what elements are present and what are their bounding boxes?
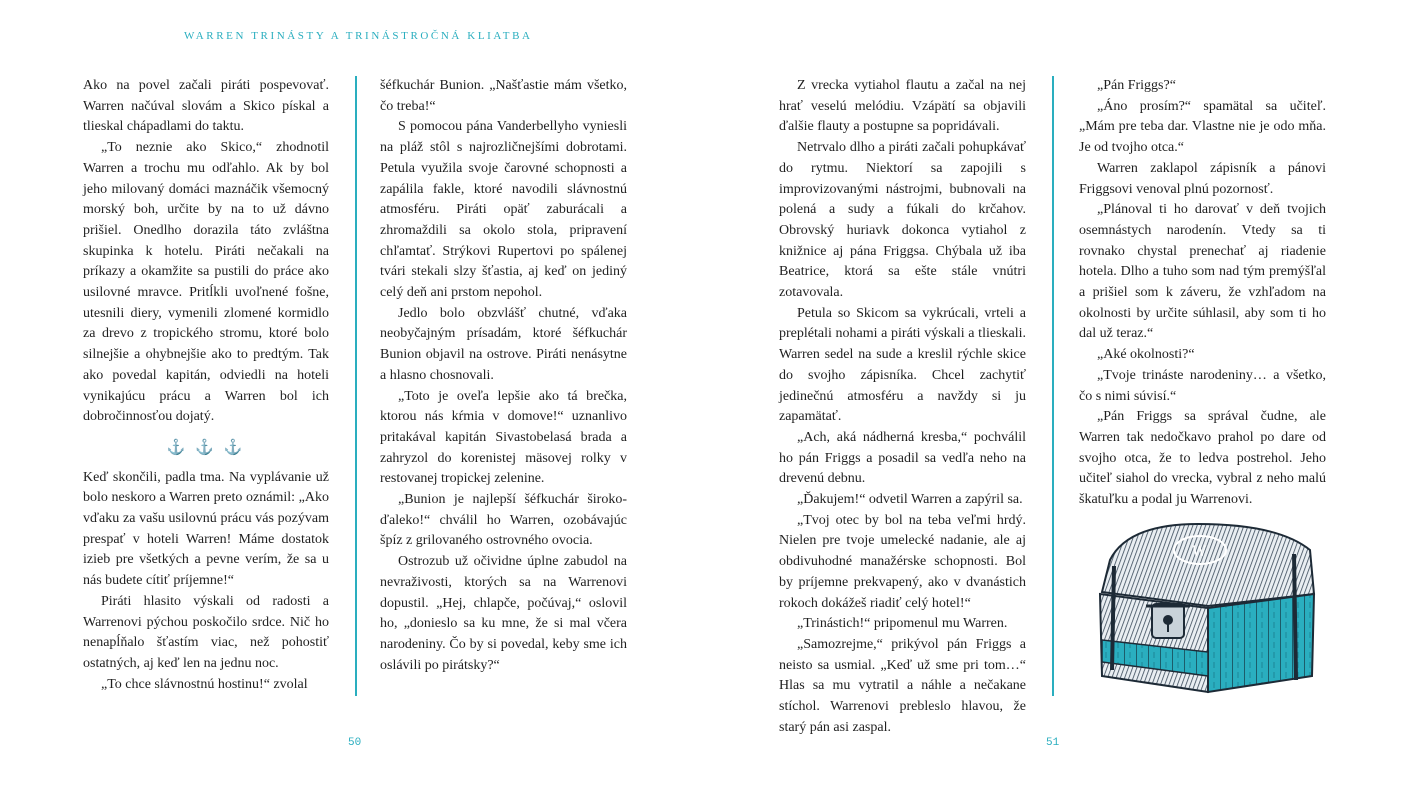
paragraph: Ako na povel začali piráti pospevovať. Warren načúval slovám a Skico pískal a tlieskal chápadlami do taktu. — [83, 78, 329, 135]
paragraph: „Pán Friggs sa správal čudne, ale Warren tak nedočkavo prahol po dare od svojho otca, že to ledva postrehol. Jeho učiteľ siahol do vrecka, vybral z neho malú škatuľku a podal ju Warrenovi. — [1079, 409, 1326, 508]
paragraph: „Trinástich!“ pripomenul mu Warren. — [797, 616, 1008, 632]
paragraph: Petula so Skicom sa vykrúcali, vrteli a preplétali nohami a piráti výskali a tlieskali. Warren sedel na sude a kreslil rýchle skice do svojho zápisníka. Chcel zachytiť jedinečnú atmosféru a navždy si ju zapamätať. — [779, 305, 1026, 425]
page-number-left: 50 — [348, 737, 362, 749]
treasure-chest-illustration — [1088, 520, 1320, 696]
paragraph: „To neznie ako Skico,“ zhodnotil Warren a trochu mu odľahlo. Ak by bol jeho milovaný domáci maznáčik všemocný morský boh, určite by na to už dávno prišiel. Onedlho dorazila táto zvláštna skupinka k hotelu. Piráti nečakali na príkazy a okamžite sa pustili do práce ako usilovné mravce. Pritĺkli uvoľnené fošne, utesnili diery, vymenili zlomené kormidlo za drevo z tropického stromu, ktoré bolo silnejšie a ohybnejšie ako to predtým. Tak ako povedal kapitán, odviedli na hoteli vynikajúcu prácu a Warren bol ich dobročinnosťou dojatý. — [83, 140, 329, 425]
paragraph: „To chce slávnostnú hostinu!“ zvolal — [101, 676, 308, 692]
anchor-ornament-icon: ⚓ ⚓ ⚓ — [166, 439, 246, 456]
paragraph: S pomocou pána Vanderbellyho vyniesli na pláž stôl s najrozličnejšími dobrotami. Petula využila svoje čarovné schopnosti a zapálila fakle, ktoré navodili slávnostnú atmosféru. Piráti opäť zaburácali a zhromaždili sa okolo stola, pripravení chľamtať. Strýkovi Rupertovi po spálenej tvári stekali slzy šťastia, aj keď on jediný celý deň ani prstom nepohol. — [380, 119, 627, 301]
paragraph: „Ďakujem!“ odvetil Warren a zapýril sa. — [797, 492, 1023, 508]
paragraph: „Tvoj otec by bol na teba veľmi hrdý. Nielen pre tvoje umelecké nadanie, ale aj obdivuhodné manažérske schopnosti. Bol by príjemne prekvapený, ako v dvanástich rokoch dokážeš riadiť celý hotel!“ — [779, 512, 1026, 611]
text-column-3 — [779, 76, 1026, 739]
paragraph: „Samozrejme,“ prikývol pán Friggs a neisto sa usmial. „Keď už sme pri tom…“ Hlas sa mu vytratil a náhle a nečakane stíchol. Warrenovi prebleslo hlavou, že starý pán asi zaspal. — [779, 636, 1026, 735]
paragraph: Jedlo bolo obzvlášť chutné, vďaka neobyčajným prísadám, ktoré šéfkuchár Bunion objavil na ostrove. Piráti nenásytne a hlasno chosnovali. — [380, 305, 627, 383]
paragraph: „Tvoje trináste narodeniny… a všetko, čo s nimi súvisí.“ — [1079, 367, 1326, 404]
page-number-right: 51 — [1046, 737, 1060, 749]
paragraph: „Plánoval ti ho darovať v deň tvojich osemnástych narodenín. Vtedy sa ti rovnako chystal prenechať aj riadenie hotela. Dlho a tuho som nad tým premýšľal a prišiel som k záveru, že vzhľadom na okolnosti by určite súhlasil, aby som ti ho dal už teraz.“ — [1079, 202, 1326, 342]
text-column-2 — [380, 76, 627, 676]
paragraph: „Ach, aká nádherná kresba,“ pochválil ho pán Friggs a posadil sa vedľa neho na drevenú debnu. — [779, 429, 1026, 487]
text-column-4 — [1079, 76, 1326, 511]
paragraph: „Toto je oveľa lepšie ako tá brečka, ktorou nás kŕmia v domove!“ uznanlivo pritakával kapitán Sivastobelasá brada a zahryzol do korenistej mäsovej rolky v restovanej tropickej zelenine. — [380, 388, 627, 487]
paragraph: „Pán Friggs?“ — [1097, 78, 1176, 93]
column-divider — [355, 76, 357, 696]
running-head: WARREN TRINÁSTY A TRINÁSTROČNÁ KLIATBA — [184, 30, 533, 42]
paragraph: „Áno prosím?“ spamätal sa učiteľ. „Mám pre teba dar. Vlastne nie je odo mňa. Je od tvojho otca.“ — [1079, 98, 1326, 156]
paragraph: šéfkuchár Bunion. „Našťastie mám všetko, čo treba!“ — [380, 78, 627, 114]
paragraph: Ostrozub už očividne úplne zabudol na nevraživosti, ktorých sa na Warrenovi dopustil. „Hej, chlapče, počúvaj,“ oslovil ho, „donieslo sa ku mne, že si mal včera narodeniny. Čo by si povedal, keby sme ich oslávili po pirátsky?“ — [380, 554, 627, 673]
paragraph: Keď skončili, padla tma. Na vyplávanie už bolo neskoro a Warren preto oznámil: „Ako vďaku za vašu usilovnú prácu vás pozývam prespať v hoteli Warren! Máme dostatok izieb pre všetkých a pevne verím, že sa u nás budete cítiť príjemne!“ — [83, 469, 329, 589]
paragraph: „Aké okolnosti?“ — [1097, 347, 1195, 363]
paragraph: Netrvalo dlho a piráti začali pohupkávať do rytmu. Niektorí sa zapojili s improvizovanými nástrojmi, bubnovali na polená a sudy a fúkali do krčahov. Obrovský huriavk dokonca vytiahol z knižnice aj pána Friggsa. Chýbala už iba Beatrice, ktorá sa ešte stále vnútri zotavovala. — [779, 140, 1026, 301]
paragraph: Piráti hlasito výskali od radosti a Warrenovi pýchou poskočilo srdce. Nič ho nenapĺňalo šťastím viac, než pohostiť ostatných, aj keď len na jednu noc. — [83, 593, 329, 671]
paragraph: Warren zaklapol zápisník a pánovi Friggsovi venoval plnú pozornosť. — [1079, 160, 1326, 197]
paragraph: „Bunion je najlepší šéfkuchár široko-ďaleko!“ chválil ho Warren, ozobávajúc špíz z grilovaného ostrovného ovocia. — [380, 492, 627, 549]
text-column-1 — [83, 76, 329, 695]
paragraph: Z vrecka vytiahol flautu a začal na nej hrať veselú melódiu. Vzápätí sa objavili ďalšie flauty a postupne sa popridávali. — [779, 78, 1026, 135]
svg-text:W: W — [1192, 544, 1207, 560]
column-divider — [1052, 76, 1054, 696]
